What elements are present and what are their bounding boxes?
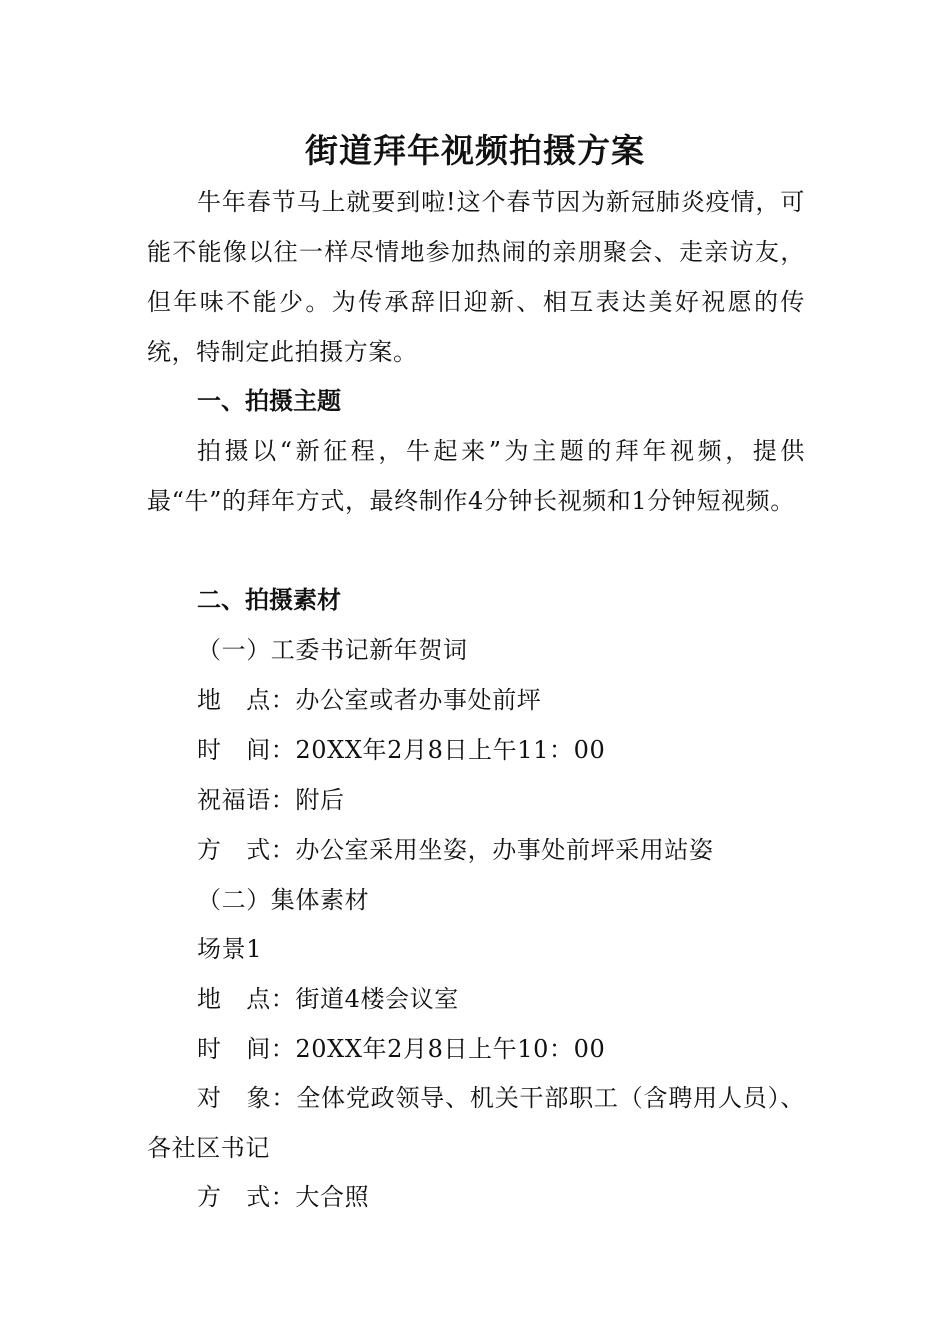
intro-paragraph: 牛年春节马上就要到啦!这个春节因为新冠肺炎疫情，可能不能像以往一样尽情地参加热闹的亲朋聚会、走亲访友，但年味不能少。为传承辞旧迎新、相互表达美好祝愿的传统，特制定此拍摄方案。 (147, 188, 805, 366)
subsection-2-time: 时 间：20XX年2月8日上午10：00 (197, 1035, 606, 1063)
subsection-2-method: 方 式：大合照 (197, 1183, 370, 1211)
section-2-heading: 二、拍摄素材 (197, 586, 341, 614)
subsection-1-location: 地 点：办公室或者办事处前坪 (197, 686, 542, 714)
subsection-2-scene: 场景1 (197, 935, 263, 963)
subsection-2-location: 地 点：街道4楼会议室 (197, 985, 459, 1013)
subsection-1-heading: （一）工委书记新年贺词 (197, 636, 468, 664)
subsection-1-method: 方 式：办公室采用坐姿，办事处前坪采用站姿 (197, 836, 714, 864)
section-1-heading: 一、拍摄主题 (197, 387, 341, 415)
document-title: 街道拜年视频拍摄方案 (305, 131, 645, 170)
section-1-body: 拍摄以“新征程，牛起来”为主题的拜年视频，提供最“牛”的拜年方式，最终制作4分钟长视频和1分钟短视频。 (147, 437, 805, 515)
subsection-2-heading: （二）集体素材 (197, 886, 370, 914)
subsection-1-greeting: 祝福语：附后 (197, 786, 345, 814)
subsection-2-target: 对 象：全体党政领导、机关干部职工（含聘用人员）、各社区书记 (147, 1084, 805, 1162)
subsection-1-time: 时 间：20XX年2月8日上午11：00 (197, 736, 606, 764)
